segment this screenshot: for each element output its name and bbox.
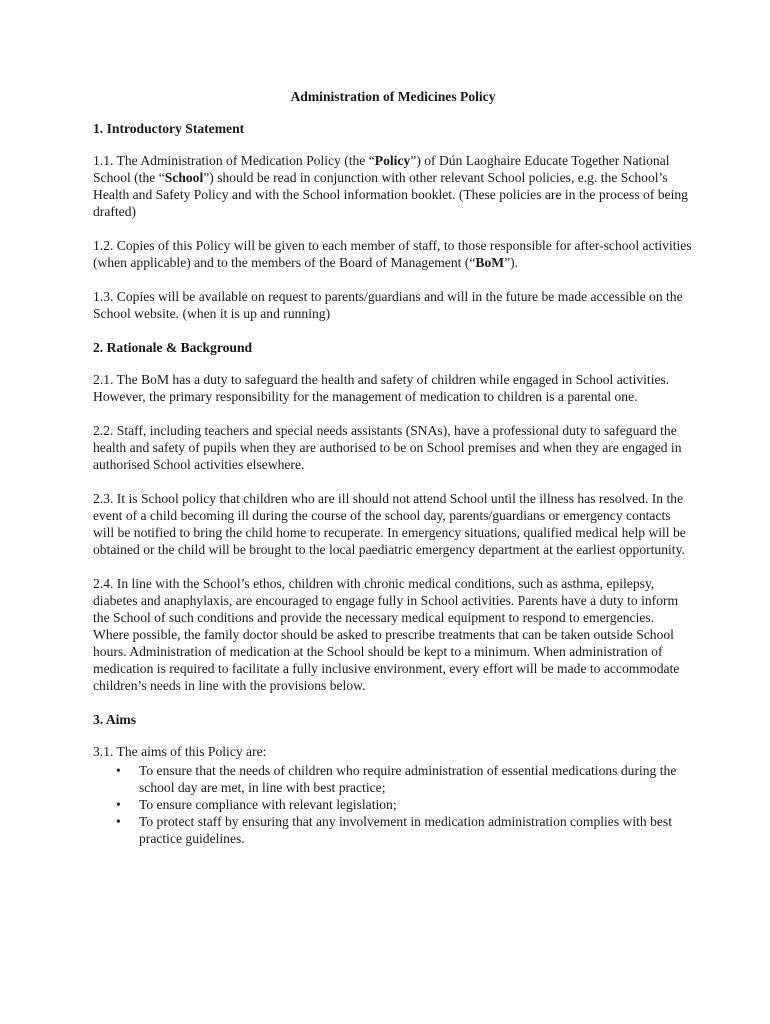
paragraph-1-2-text-c: ”). [504,255,519,270]
school-term: School [164,170,204,185]
list-item [93,813,693,847]
bom-term: BoM [475,255,505,270]
section-2-heading: 2. Rationale & Background [93,340,253,355]
bullet-icon: • [116,797,121,812]
paragraph-2-1: 2.1. The BoM has a duty to safeguard the health and safety of children while engaged in School activities. However, the primary responsibility for the management of medication to children is a parental one. [93,372,670,404]
paragraph-2-2: 2.2. Staff, including teachers and special needs assistants (SNAs), have a professional duty to safeguard the health and safety of pupils when they are authorised to be on School premises and when they are engaged in authorised School activities elsewhere. [93,423,682,472]
list-item [93,762,693,796]
list-item-text: To ensure that the needs of children who require administration of essential medications during the school day are met, in line with best practice; [139,763,677,795]
paragraph-1-2-text-a: 1.2. Copies of this Policy will be given to each member of staff, to those responsible for after-school activities (when applicable) and to the members of the Board of Management (“ [93,238,692,270]
bullet-icon: • [116,814,121,829]
section-1-heading: 1. Introductory Statement [93,121,245,136]
paragraph-2-4: 2.4. In line with the School’s ethos, children with chronic medical conditions, such as asthma, epilepsy, diabetes and anaphylaxis, are encouraged to engage fully in School activities. Parents have a duty to inform the School of such conditions and provide the necessary medical equipment to respond to emergencies. Where possible, the family doctor should be asked to prescribe treatments that can be taken outside School hours. Administration of medication at the School should be kept to a minimum. When administration of medication is required to facilitate a fully inclusive environment, every effort will be made to accommodate children’s needs in line with the provisions below. [93,576,680,693]
policy-term: Policy [374,153,411,168]
list-item-text: To ensure compliance with relevant legislation; [139,797,397,812]
section-3-heading: 3. Aims [93,712,137,727]
paragraph-1-1-text-c: ”) of Dún Laoghaire Educate Together National School (the “ [93,153,670,185]
paragraph-1-3: 1.3. Copies will be available on request to parents/guardians and will in the future be made accessible on the School website. (when it is up and running) [93,289,683,321]
paragraph-2-3: 2.3. It is School policy that children who are ill should not attend School until the illness has resolved. In the event of a child becoming ill during the course of the school day, parents/guardians or emergency contacts will be notified to bring the child home to recuperate. In emergency situations, qualified medical help will be obtained or the child will be brought to the local paediatric emergency department at the earliest opportunity. [93,491,686,557]
bullet-icon: • [116,763,121,778]
paragraph-3-1: 3.1. The aims of this Policy are: [93,744,267,759]
page-title: Administration of Medicines Policy [290,89,496,104]
aims-list [93,762,693,847]
list-item-text: To protect staff by ensuring that any involvement in medication administration complies with best practice guidelines. [139,814,672,846]
paragraph-1-1 [93,152,693,220]
list-item [93,796,693,813]
paragraph-1-1-text-e: ”) should be read in conjunction with other relevant School policies, e.g. the School’s Health and Safety Policy and with the School information booklet. (These policies are in the process of being drafted) [93,170,688,219]
paragraph-1-1-text-a: 1.1. The Administration of Medication Policy (the “ [93,153,375,168]
document-body [93,88,693,847]
paragraph-1-2 [93,237,693,271]
